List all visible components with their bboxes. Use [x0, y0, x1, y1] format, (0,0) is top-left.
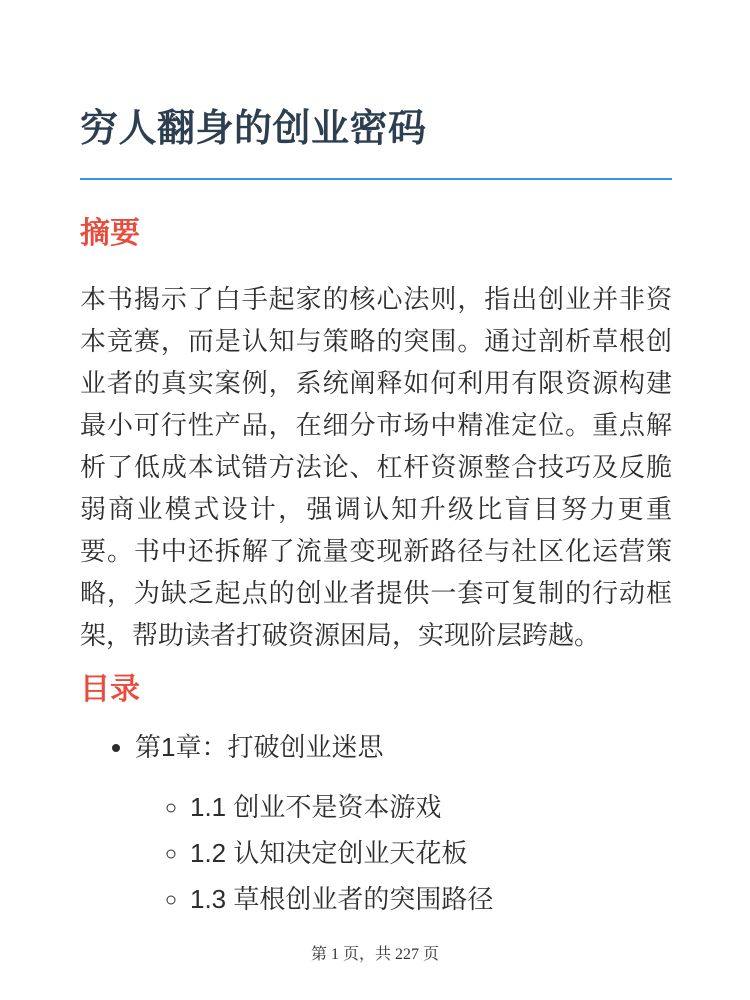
toc-section-item — [190, 836, 672, 870]
toc-section-label: 1.2 认知决定创业天花板 — [190, 837, 468, 868]
toc-sublist — [135, 790, 672, 916]
abstract-heading: 摘要 — [80, 216, 140, 250]
toc-section-item — [190, 790, 672, 824]
toc-section-label: 1.3 草根创业者的突围路径 — [190, 883, 494, 914]
title-divider — [80, 178, 672, 180]
page-title: 穷人翻身的创业密码 — [80, 108, 427, 150]
toc-section-item — [190, 882, 672, 916]
toc-section-label: 1.1 创业不是资本游戏 — [190, 791, 442, 822]
page-footer: 第 1 页，共 227 页 — [310, 946, 439, 963]
toc-chapter-label: 第1章：打破创业迷思 — [135, 731, 384, 762]
toc-heading: 目录 — [80, 672, 140, 706]
abstract-paragraph: 本书揭示了白手起家的核心法则，指出创业并非资本竞赛，而是认知与策略的突围。通过剖析草根创业者的真实案例，系统阐释如何利用有限资源构建最小可行性产品，在细分市场中精准定位。重点解析了低成本试错方法论、杠杆资源整合技巧及反脆弱商业模式设计，强调认知升级比盲目努力更重要。书中还拆解了流量变现新路径与社区化运营策略，为缺乏起点的创业者提供一套可复制的行动框架，帮助读者打破资源困局，实现阶层跨越。 — [80, 283, 672, 650]
toc-list — [80, 730, 672, 916]
toc-chapter-item — [135, 730, 672, 916]
